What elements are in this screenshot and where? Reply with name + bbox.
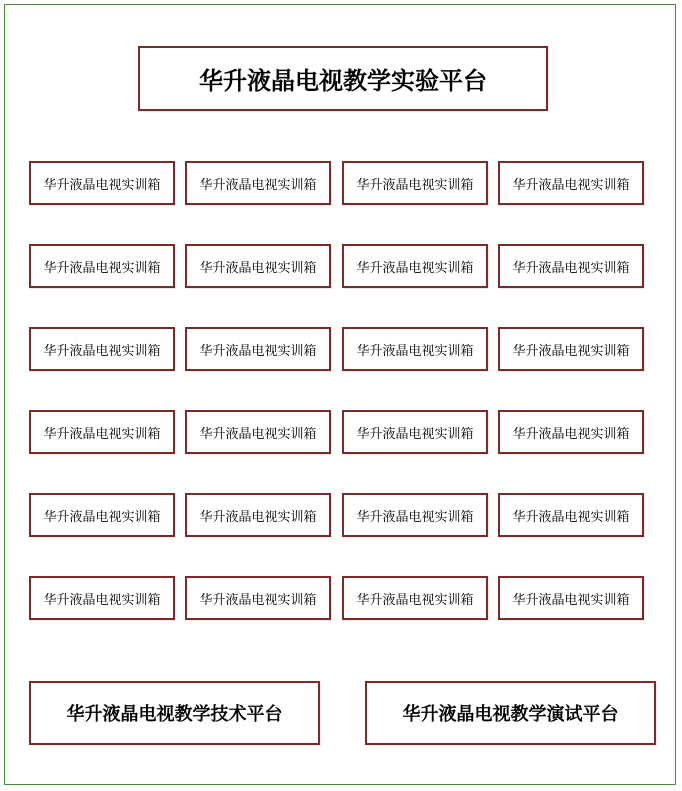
trainer-box: 华升液晶电视实训箱 [498, 327, 644, 371]
trainer-box: 华升液晶电视实训箱 [498, 493, 644, 537]
trainer-box: 华升液晶电视实训箱 [29, 327, 175, 371]
trainer-box: 华升液晶电视实训箱 [185, 161, 331, 205]
demo-platform-box: 华升液晶电视教学演试平台 [365, 681, 656, 745]
trainer-box: 华升液晶电视实训箱 [342, 493, 488, 537]
trainer-box: 华升液晶电视实训箱 [185, 244, 331, 288]
trainer-box: 华升液晶电视实训箱 [29, 410, 175, 454]
trainer-box: 华升液晶电视实训箱 [29, 493, 175, 537]
technical-platform-box: 华升液晶电视教学技术平台 [29, 681, 320, 745]
trainer-box: 华升液晶电视实训箱 [185, 410, 331, 454]
trainer-box: 华升液晶电视实训箱 [29, 161, 175, 205]
trainer-box: 华升液晶电视实训箱 [185, 327, 331, 371]
outer-frame [4, 4, 676, 785]
trainer-box: 华升液晶电视实训箱 [185, 493, 331, 537]
trainer-box: 华升液晶电视实训箱 [29, 244, 175, 288]
trainer-box: 华升液晶电视实训箱 [29, 576, 175, 620]
trainer-box: 华升液晶电视实训箱 [342, 576, 488, 620]
trainer-box: 华升液晶电视实训箱 [342, 410, 488, 454]
trainer-box: 华升液晶电视实训箱 [342, 327, 488, 371]
trainer-box: 华升液晶电视实训箱 [498, 244, 644, 288]
platform-title: 华升液晶电视教学实验平台 [138, 46, 548, 111]
trainer-box: 华升液晶电视实训箱 [498, 576, 644, 620]
trainer-box: 华升液晶电视实训箱 [342, 244, 488, 288]
trainer-box: 华升液晶电视实训箱 [185, 576, 331, 620]
trainer-box: 华升液晶电视实训箱 [342, 161, 488, 205]
trainer-box: 华升液晶电视实训箱 [498, 410, 644, 454]
trainer-box: 华升液晶电视实训箱 [498, 161, 644, 205]
